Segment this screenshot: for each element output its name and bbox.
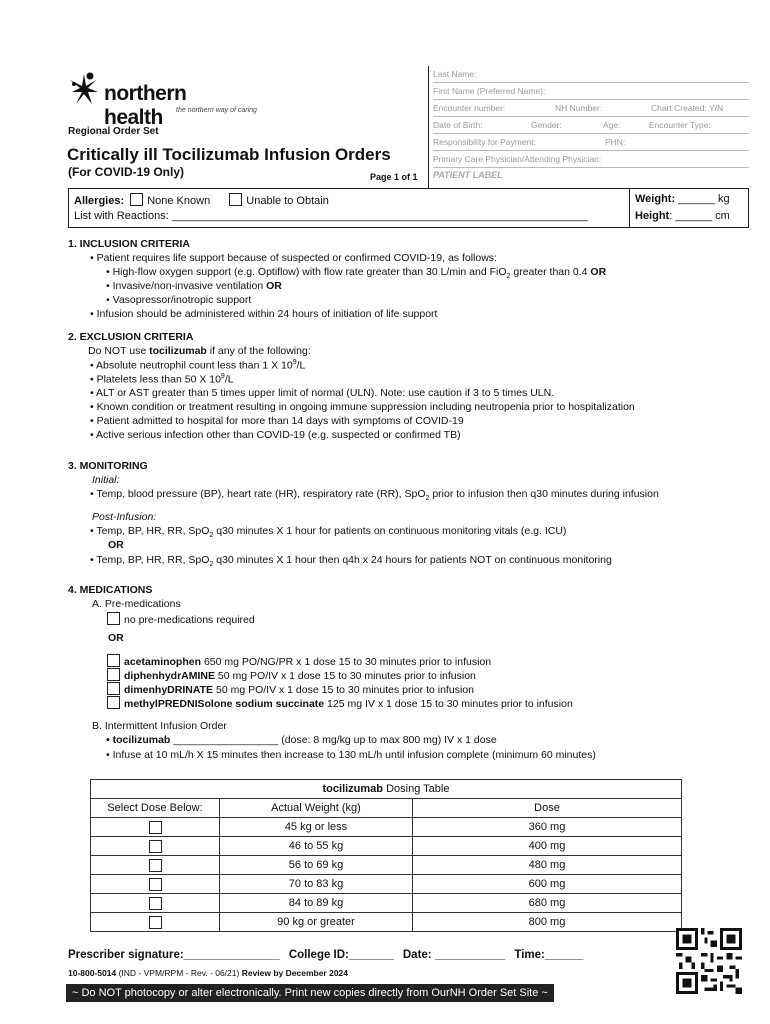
medications-title: 4. MEDICATIONS — [68, 584, 153, 596]
gender-field: Gender: — [531, 120, 562, 130]
inclusion-line-3: • Invasive/non-invasive ventilation OR — [106, 280, 282, 292]
patient-label-text: PATIENT LABEL — [433, 170, 503, 180]
height-field[interactable]: : ______ cm — [669, 210, 730, 222]
payment-row[interactable] — [433, 134, 749, 151]
infusion-title: B. Intermittent Infusion Order — [92, 720, 227, 732]
exclusion-line-6: • Active serious infection other than COVID-19 (e.g. suspected or confirmed TB) — [90, 429, 461, 441]
northern-health-logo-icon — [66, 70, 102, 110]
exclusion-title: 2. EXCLUSION CRITERIA — [68, 331, 194, 343]
date-field[interactable]: Date: ___________ — [402, 949, 506, 961]
encounter-row[interactable] — [433, 100, 749, 117]
dosing-table — [90, 779, 682, 932]
premed-title: A. Pre-medications — [92, 598, 181, 610]
tocilizumab-dose-line: • tocilizumab __________________ (dose: 8 mg/kg up to max 800 mg) IV x 1 dose — [106, 734, 497, 746]
monitoring-post-line-1: • Temp, BP, HR, RR, SpO$_2$ q30 minutes X 1 hour for patients on continuous monitoring vitals (e.g. ICU) — [90, 525, 567, 540]
monitoring-title: 3. MONITORING — [68, 460, 148, 472]
height-label: Height — [635, 210, 670, 222]
weight-cell: 46 to 55 kg — [220, 837, 413, 856]
dose-checkbox[interactable] — [149, 878, 162, 891]
dose-checkbox[interactable] — [149, 897, 162, 910]
table-row — [91, 818, 682, 837]
signature-row — [68, 949, 583, 961]
dose-cell: 800 mg — [413, 913, 682, 932]
table-header-weight: Actual Weight (kg) — [220, 799, 413, 818]
acetaminophen-checkbox[interactable] — [107, 654, 120, 667]
prescriber-signature-field[interactable]: Prescriber signature:_______________ — [68, 949, 280, 961]
no-premed-checkbox[interactable] — [107, 612, 120, 625]
dose-checkbox[interactable] — [149, 840, 162, 853]
page-title: Critically ill Tocilizumab Infusion Orders — [67, 145, 391, 164]
dose-checkbox[interactable] — [149, 821, 162, 834]
regional-order-set: Regional Order Set — [68, 126, 159, 137]
nh-number-field: NH Number: — [555, 103, 603, 113]
weight-cell: 84 to 89 kg — [220, 894, 413, 913]
dose-checkbox[interactable] — [149, 916, 162, 929]
table-header-select: Select Dose Below: — [91, 799, 220, 818]
monitoring-or: OR — [108, 539, 124, 551]
unable-to-obtain-checkbox[interactable] — [229, 193, 242, 206]
premed-methylprednisolone: methylPREDNISolone sodium succinate 125 mg IV x 1 dose 15 to 30 minutes prior to infusion — [107, 696, 573, 710]
chart-created-field: Chart Created: Y/N — [651, 103, 724, 113]
none-known-label: None Known — [147, 195, 211, 207]
infusion-rate-line: • Infuse at 10 mL/h X 15 minutes then increase to 130 mL/h until infusion complete (minimum 60 minutes) — [106, 749, 596, 761]
dose-checkbox[interactable] — [149, 859, 162, 872]
dose-cell: 600 mg — [413, 875, 682, 894]
reactions-field[interactable]: List with Reactions: ____________________________________________________________________ — [74, 210, 588, 222]
exclusion-line-2: • Platelets less than 50 X $10^9/L$ — [90, 373, 234, 386]
table-header-dose: Dose — [413, 799, 682, 818]
no-premed-item: no pre-medications required — [107, 612, 255, 626]
table-row — [91, 913, 682, 932]
physician-field[interactable]: Primary Care Physician/Attending Physician: — [433, 151, 749, 168]
premed-dimenhydrinate: dimenhyDRINATE 50 mg PO/IV x 1 dose 15 to 30 minutes prior to infusion — [107, 682, 474, 696]
inclusion-line-2: • High-flow oxygen support (e.g. Optiflow) with flow rate greater than 30 L/min and FiO$_2$ greater than 0.4 OR — [106, 266, 607, 281]
unable-to-obtain-label: Unable to Obtain — [246, 195, 329, 207]
table-row — [91, 856, 682, 875]
premed-or: OR — [108, 632, 124, 644]
last-name-field[interactable]: Last Name: — [433, 66, 749, 83]
weight-cell: 70 to 83 kg — [220, 875, 413, 894]
college-id-field[interactable]: College ID:_______ — [288, 949, 394, 961]
weight-cell: 90 kg or greater — [220, 913, 413, 932]
monitoring-initial-line: • Temp, blood pressure (BP), heart rate (HR), respiratory rate (RR), SpO$_2$ prior to infusion then q30 minutes during infusion — [90, 488, 659, 503]
exclusion-intro: Do NOT use tocilizumab if any of the following: — [88, 345, 311, 357]
page-number: Page 1 of 1 — [370, 172, 418, 182]
inclusion-title: 1. INCLUSION CRITERIA — [68, 238, 190, 250]
none-known-checkbox[interactable] — [130, 193, 143, 206]
dosing-table-title: tocilizumab Dosing Table — [91, 780, 682, 799]
dob-field: Date of Birth: — [433, 120, 483, 130]
dose-cell: 360 mg — [413, 818, 682, 837]
phn-field: PHN: — [605, 137, 626, 147]
monitoring-initial: Initial: — [92, 474, 120, 486]
inclusion-line-1: • Patient requires life support because of suspected or confirmed COVID-19, as follows: — [90, 252, 497, 264]
encounter-number-field: Encounter number: — [433, 103, 506, 113]
org-name: northern health — [104, 82, 187, 129]
exclusion-line-4: • Known condition or treatment resulting in ongoing immune suppression including neutropenia prior to hospitalization — [90, 401, 635, 413]
form-id: 10-800-5014 (IND - VPM/RPM - Rev. - 06/21) Review by December 2024 — [68, 968, 349, 978]
exclusion-line-5: • Patient admitted to hospital for more than 14 days with symptoms of COVID-19 — [90, 415, 464, 427]
time-field[interactable]: Time:______ — [514, 949, 584, 961]
weight-label: Weight: — [635, 193, 676, 205]
monitoring-post-line-2: • Temp, BP, HR, RR, SpO$_2$ q30 minutes X 1 hour then q4h x 24 hours for patients NOT on continuous monitoring — [90, 554, 612, 569]
photocopy-warning-banner: ~ Do NOT photocopy or alter electronically. Print new copies directly from OurNH Order Set Site ~ — [66, 984, 554, 1002]
dose-cell: 400 mg — [413, 837, 682, 856]
inclusion-line-5: • Infusion should be administered within 24 hours of initiation of life support — [90, 308, 438, 320]
encounter-type-field: Encounter Type: — [649, 120, 711, 130]
inclusion-line-4: • Vasopressor/inotropic support — [106, 294, 252, 306]
allergies-label: Allergies: — [74, 195, 125, 207]
responsibility-field: Responsibility for Payment: — [433, 137, 536, 147]
premed-diphenhydramine: diphenhydrAMINE 50 mg PO/IV x 1 dose 15 to 30 minutes prior to infusion — [107, 668, 476, 682]
weight-cell: 56 to 69 kg — [220, 856, 413, 875]
dob-row[interactable] — [433, 117, 749, 134]
methylprednisolone-checkbox[interactable] — [107, 696, 120, 709]
premed-acetaminophen: acetaminophen 650 mg PO/NG/PR x 1 dose 15 to 30 minutes prior to infusion — [107, 654, 491, 668]
table-row — [91, 837, 682, 856]
allergies-box — [68, 188, 749, 228]
table-row — [91, 894, 682, 913]
page-subtitle: (For COVID-19 Only) — [68, 165, 185, 179]
table-row — [91, 875, 682, 894]
diphenhydramine-checkbox[interactable] — [107, 668, 120, 681]
exclusion-line-3: • ALT or AST greater than 5 times upper limit of normal (ULN). Note: use caution if 3 to 5 times ULN. — [90, 387, 555, 399]
first-name-field[interactable]: First Name (Preferred Name): — [433, 83, 749, 100]
exclusion-line-1: • Absolute neutrophil count less than 1 X $10^9/L$ — [90, 359, 306, 372]
monitoring-post: Post-Infusion: — [92, 511, 157, 523]
weight-field[interactable]: ______ kg — [678, 193, 730, 205]
weight-cell: 45 kg or less — [220, 818, 413, 837]
qr-code-icon — [676, 928, 742, 994]
tagline: the northern way of caring — [176, 107, 257, 114]
dimenhydrinate-checkbox[interactable] — [107, 682, 120, 695]
dose-cell: 480 mg — [413, 856, 682, 875]
patient-label-box — [428, 66, 749, 188]
dose-cell: 680 mg — [413, 894, 682, 913]
age-field: Age: — [603, 120, 621, 130]
